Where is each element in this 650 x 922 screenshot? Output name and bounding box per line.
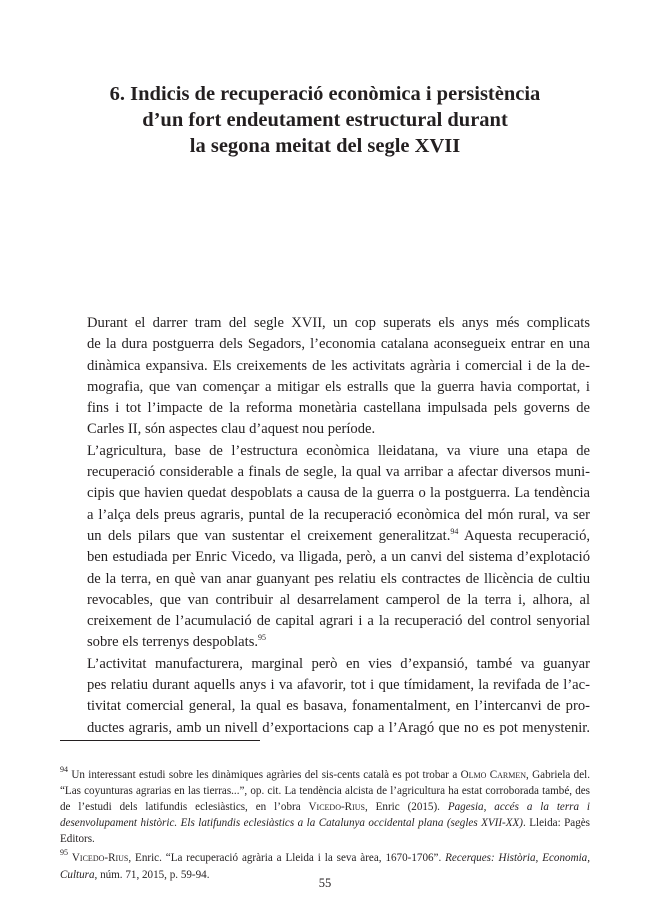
text-segment: sobre els terrenys despoblats. [87,634,259,651]
text-line: creixement de l’acumulació de capital agrari i a la recuperació del control senyorial [87,613,590,630]
paragraph-1 [60,313,590,441]
text-line: Durant el darrer tram del segle XVII, un cop superats els anys més complicats [87,315,590,331]
footnotes [60,767,590,886]
text-segment: Aquesta recuperació, [458,527,591,544]
footnote-divider [60,740,260,741]
text-line: L’activitat manufacturera, marginal però en vies d’expansió, també va guanyar [87,655,590,672]
footnote-text: , núm. 71, 2015, p. 59-94. [94,868,210,881]
paragraph-3 [60,654,590,739]
footnote-ref-94[interactable]: 94 [450,526,459,536]
footnote-text: , Enric. “La recuperació agrària a Lleida i la seva àrea, 1670-1706”. [128,852,446,865]
text-segment: un dels pilars que van sustentar el creixement generalitzat. [87,527,451,544]
body-text [60,313,590,739]
title-line: d’un fort endeutament estructural durant [142,109,508,131]
text-line: de la terra, en què van anar guanyant pes relatiu els contractes de llicència de cultiu [87,570,590,587]
text-line: tivitat comercial general, la qual es basava, fonamentalment, en l’intercanvi de pro- [87,698,590,715]
paragraph-2 [60,441,590,654]
text-line: a l’alça dels preus agraris, puntal de la recuperació econòmica del món rural, va ser [87,506,590,523]
journal-title: Recerques: Història, Economia, Cultura [60,852,590,881]
text-line: ben estudiada per Enric Vicedo, va lligada, però, a un canvi del sistema d’explotació [87,549,590,566]
text-line: pes relatiu durant aquells anys i va afavorir, tot i que tímidament, la revifada de l’ac- [87,677,590,694]
footnote-text: Un interessant estudi sobre les dinàmiques agràries del sis-cents català es pot trobar a [68,769,461,781]
text-line: L’agricultura, base de l’estructura econòmica lleidatana, va viure una etapa de [87,442,590,459]
footnote-number: 95 [60,848,68,858]
text-line: ductes agraris, amb un nivell d’exportacions cap a l’Aragó que no es pot menystenir. [87,719,590,736]
title-line: 6. Indicis de recuperació econòmica i persistència [109,83,541,105]
text-line: fins i tot l’impacte de la reforma monetària castellana impulsada pels governs de [87,400,590,417]
text-line: Carles II, són aspectes clau d’aquest nou període. [87,421,376,438]
text-line: cipis que havien quedat despoblats a causa de la guerra o la postguerra. La tendència [87,485,590,502]
text-line: mografia, que van començar a mitigar els estralls que la guerra havia comportat, i [87,378,590,395]
footnote-text: . Lleida: Pagès Editors. [60,817,591,846]
footnote-text: , Gabriela del. “Las coyunturas agrarias en las tierras...”, op. cit. La tendència alcista de l’agricultura ha estat corroborada també, des de l’estudi dels latifundis eclesiàstics, en l’obra [60,769,590,814]
text-line: dinàmica expansiva. Els creixements de les activitats agrària i comercial i de la de- [87,357,590,374]
author-name: Vicedo-Rius [71,852,129,865]
author-name: Olmo Carmen [460,769,527,781]
text-line [60,526,590,547]
footnote-94 [60,767,590,847]
text-line [60,632,590,653]
chapter-title [60,81,590,159]
book-title: Pagesia, accés a la terra i desenvolupament històric. Els latifundis eclesiàstics a la Catalunya occidental plana (segles XVII-XX) [60,801,591,830]
title-line: la segona meitat del segle XVII [189,135,461,157]
footnote-number: 94 [60,765,68,774]
text-line: revocables, que van contribuir al desarrelament camperol de la terra i, alhora, al [87,591,590,608]
page-number: 55 [318,876,332,890]
text-line: recuperació considerable a finals de segle, la qual va arribar a afectar diversos muni- [87,464,590,481]
footnote-text: , Enric (2015). [364,801,448,814]
author-name: Vicedo-Rius [308,801,365,814]
footnote-ref-95[interactable]: 95 [258,633,267,643]
text-line: de la dura postguerra dels Segadors, l’economia catalana aconsegueix entrar en una [87,336,590,353]
